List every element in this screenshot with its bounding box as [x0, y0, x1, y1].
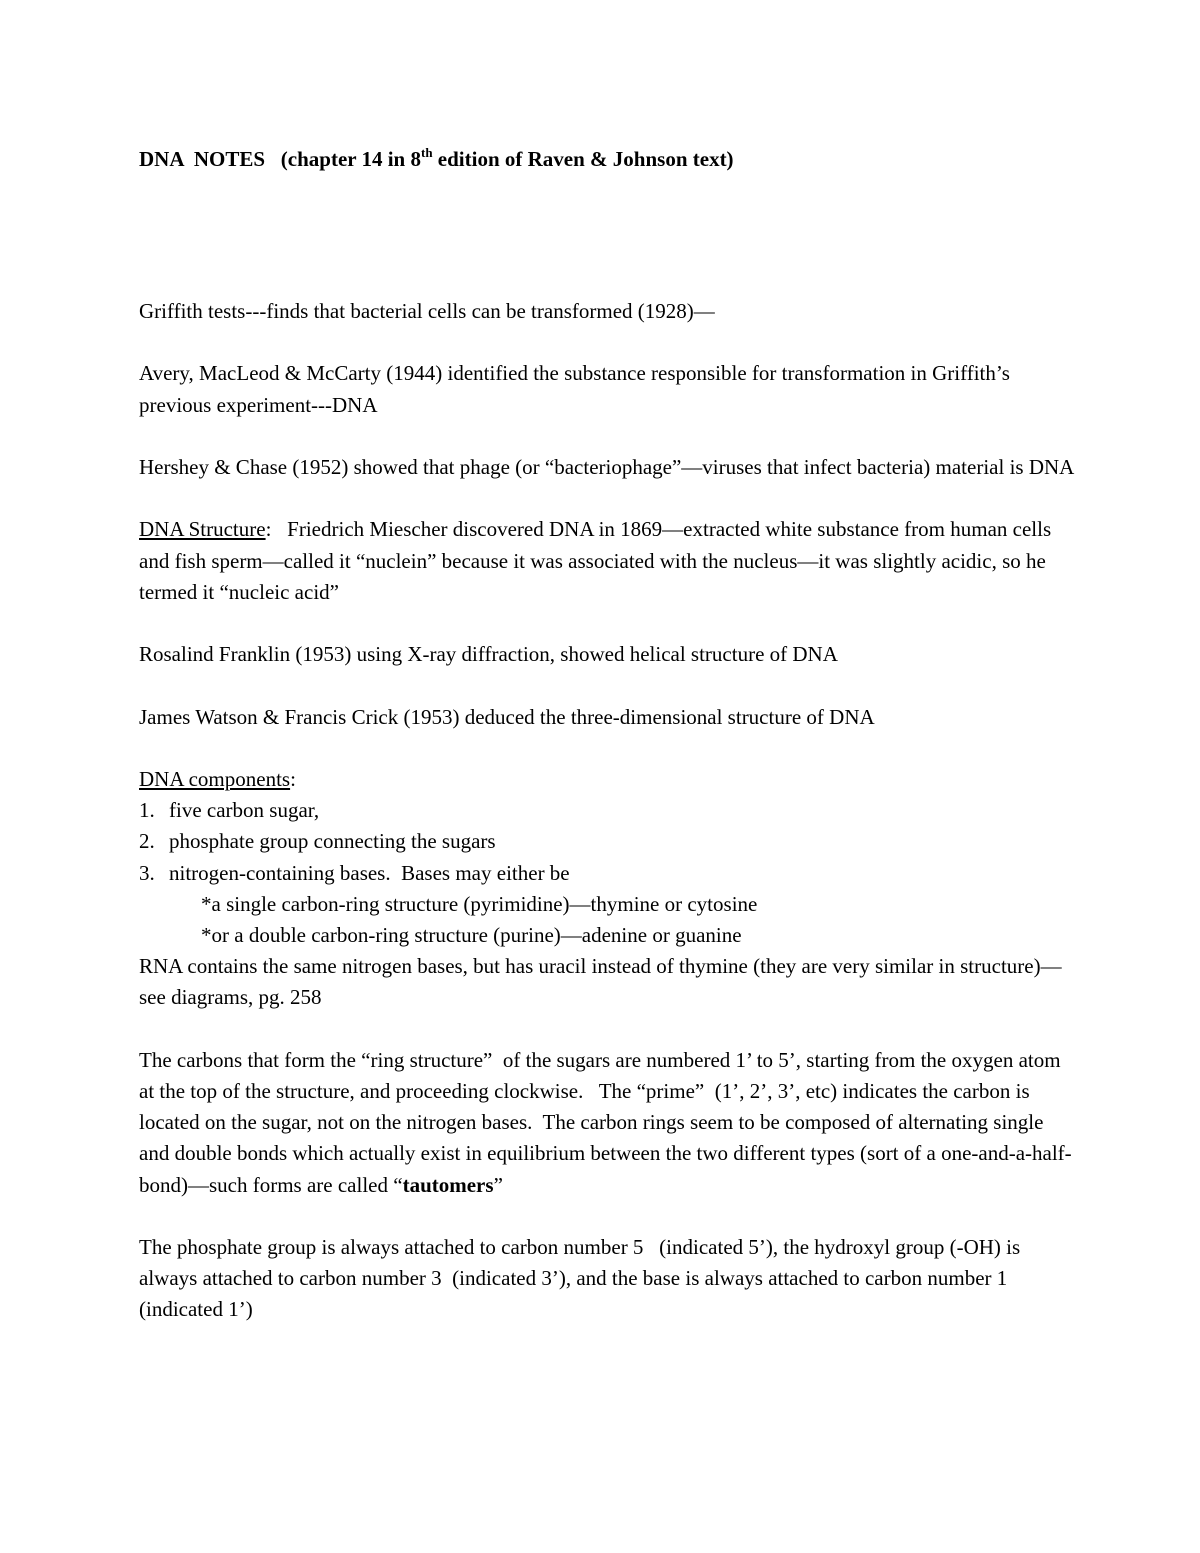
list-item [139, 858, 1079, 889]
paragraph-franklin: Rosalind Franklin (1953) using X-ray diffraction, showed helical structure of DNA [139, 642, 838, 667]
list-item [139, 826, 1079, 857]
paragraph-avery: Avery, MacLeod & McCarty (1944) identified the substance responsible for transformation in Griffith’s previous experiment---DNA [139, 361, 1010, 417]
dna-structure-text: Friedrich Miescher discovered DNA in 1869—extracted white substance from human cells and fish sperm—called it “nuclein” because it was associated with the nucleus—it was slightly acidic, so he termed it “nucleic acid” [139, 517, 1057, 604]
dna-components-heading: DNA components [139, 766, 291, 791]
dna-structure-colon: : [265, 517, 272, 542]
document-title [139, 144, 734, 174]
paragraph-watson: James Watson & Francis Crick (1953) deduced the three-dimensional structure of DNA [139, 704, 875, 729]
paragraph-hershey: Hershey & Chase (1952) showed that phage (or “bacteriophage”—viruses that infect bacteria) material is DNA [139, 454, 1075, 479]
paragraph-carbons [139, 1045, 1079, 1201]
carbons-text: The carbons that form the “ring structure” of the sugars are numbered 1’ to 5’, starting from the oxygen atom at the top of the structure, and proceeding clockwise. The “prime” (1’, 2’, 3’, etc) indicates the carbon is located on the sugar, not on the nitrogen bases. The carbon rings seem to be composed of alternating single and double bonds which actually exist in equilibrium between the two different types (sort of a one-and-a-half-bond)—such forms are called “ [139, 1047, 1072, 1197]
dna-components-colon: : [290, 766, 296, 791]
sub-item-purine: *or a double carbon-ring structure (purine)—adenine or guanine [201, 922, 742, 947]
dna-structure-heading: DNA Structure [139, 517, 266, 542]
list-text: phosphate group connecting the sugars [169, 829, 496, 854]
list-number: 3. [139, 860, 155, 885]
title-main: DNA NOTES (chapter 14 in 8 [139, 147, 421, 171]
list-number: 1. [139, 798, 155, 823]
components-list [139, 795, 1079, 889]
sub-item-pyrimidine: *a single carbon-ring structure (pyrimidine)—thymine or cytosine [201, 891, 758, 916]
paragraph-dna-structure [139, 514, 1079, 608]
components-heading-line [139, 764, 1079, 795]
list-item [139, 795, 1079, 826]
carbons-end: ” [493, 1172, 503, 1197]
title-superscript: th [420, 145, 433, 160]
list-text: five carbon sugar, [169, 798, 320, 823]
title-rest: edition of Raven & Johnson text) [432, 147, 734, 171]
paragraph-griffith: Griffith tests---finds that bacterial cells can be transformed (1928)— [139, 299, 715, 323]
list-text: nitrogen-containing bases. Bases may either be [169, 860, 570, 885]
dna-components-section [139, 764, 1079, 1014]
tautomers-term: tautomers [402, 1172, 494, 1197]
paragraph-phosphate: The phosphate group is always attached to carbon number 5 (indicated 5’), the hydroxyl group (-OH) is always attached to carbon number 3 (indicated 3’), and the base is always attached to carbon number 1 (indicated 1’) [139, 1234, 1026, 1322]
document-body [139, 296, 1079, 1357]
paragraph-rna: RNA contains the same nitrogen bases, but has uracil instead of thymine (they are very similar in structure)—see diagrams, pg. 258 [139, 954, 1062, 1010]
list-number: 2. [139, 829, 155, 854]
